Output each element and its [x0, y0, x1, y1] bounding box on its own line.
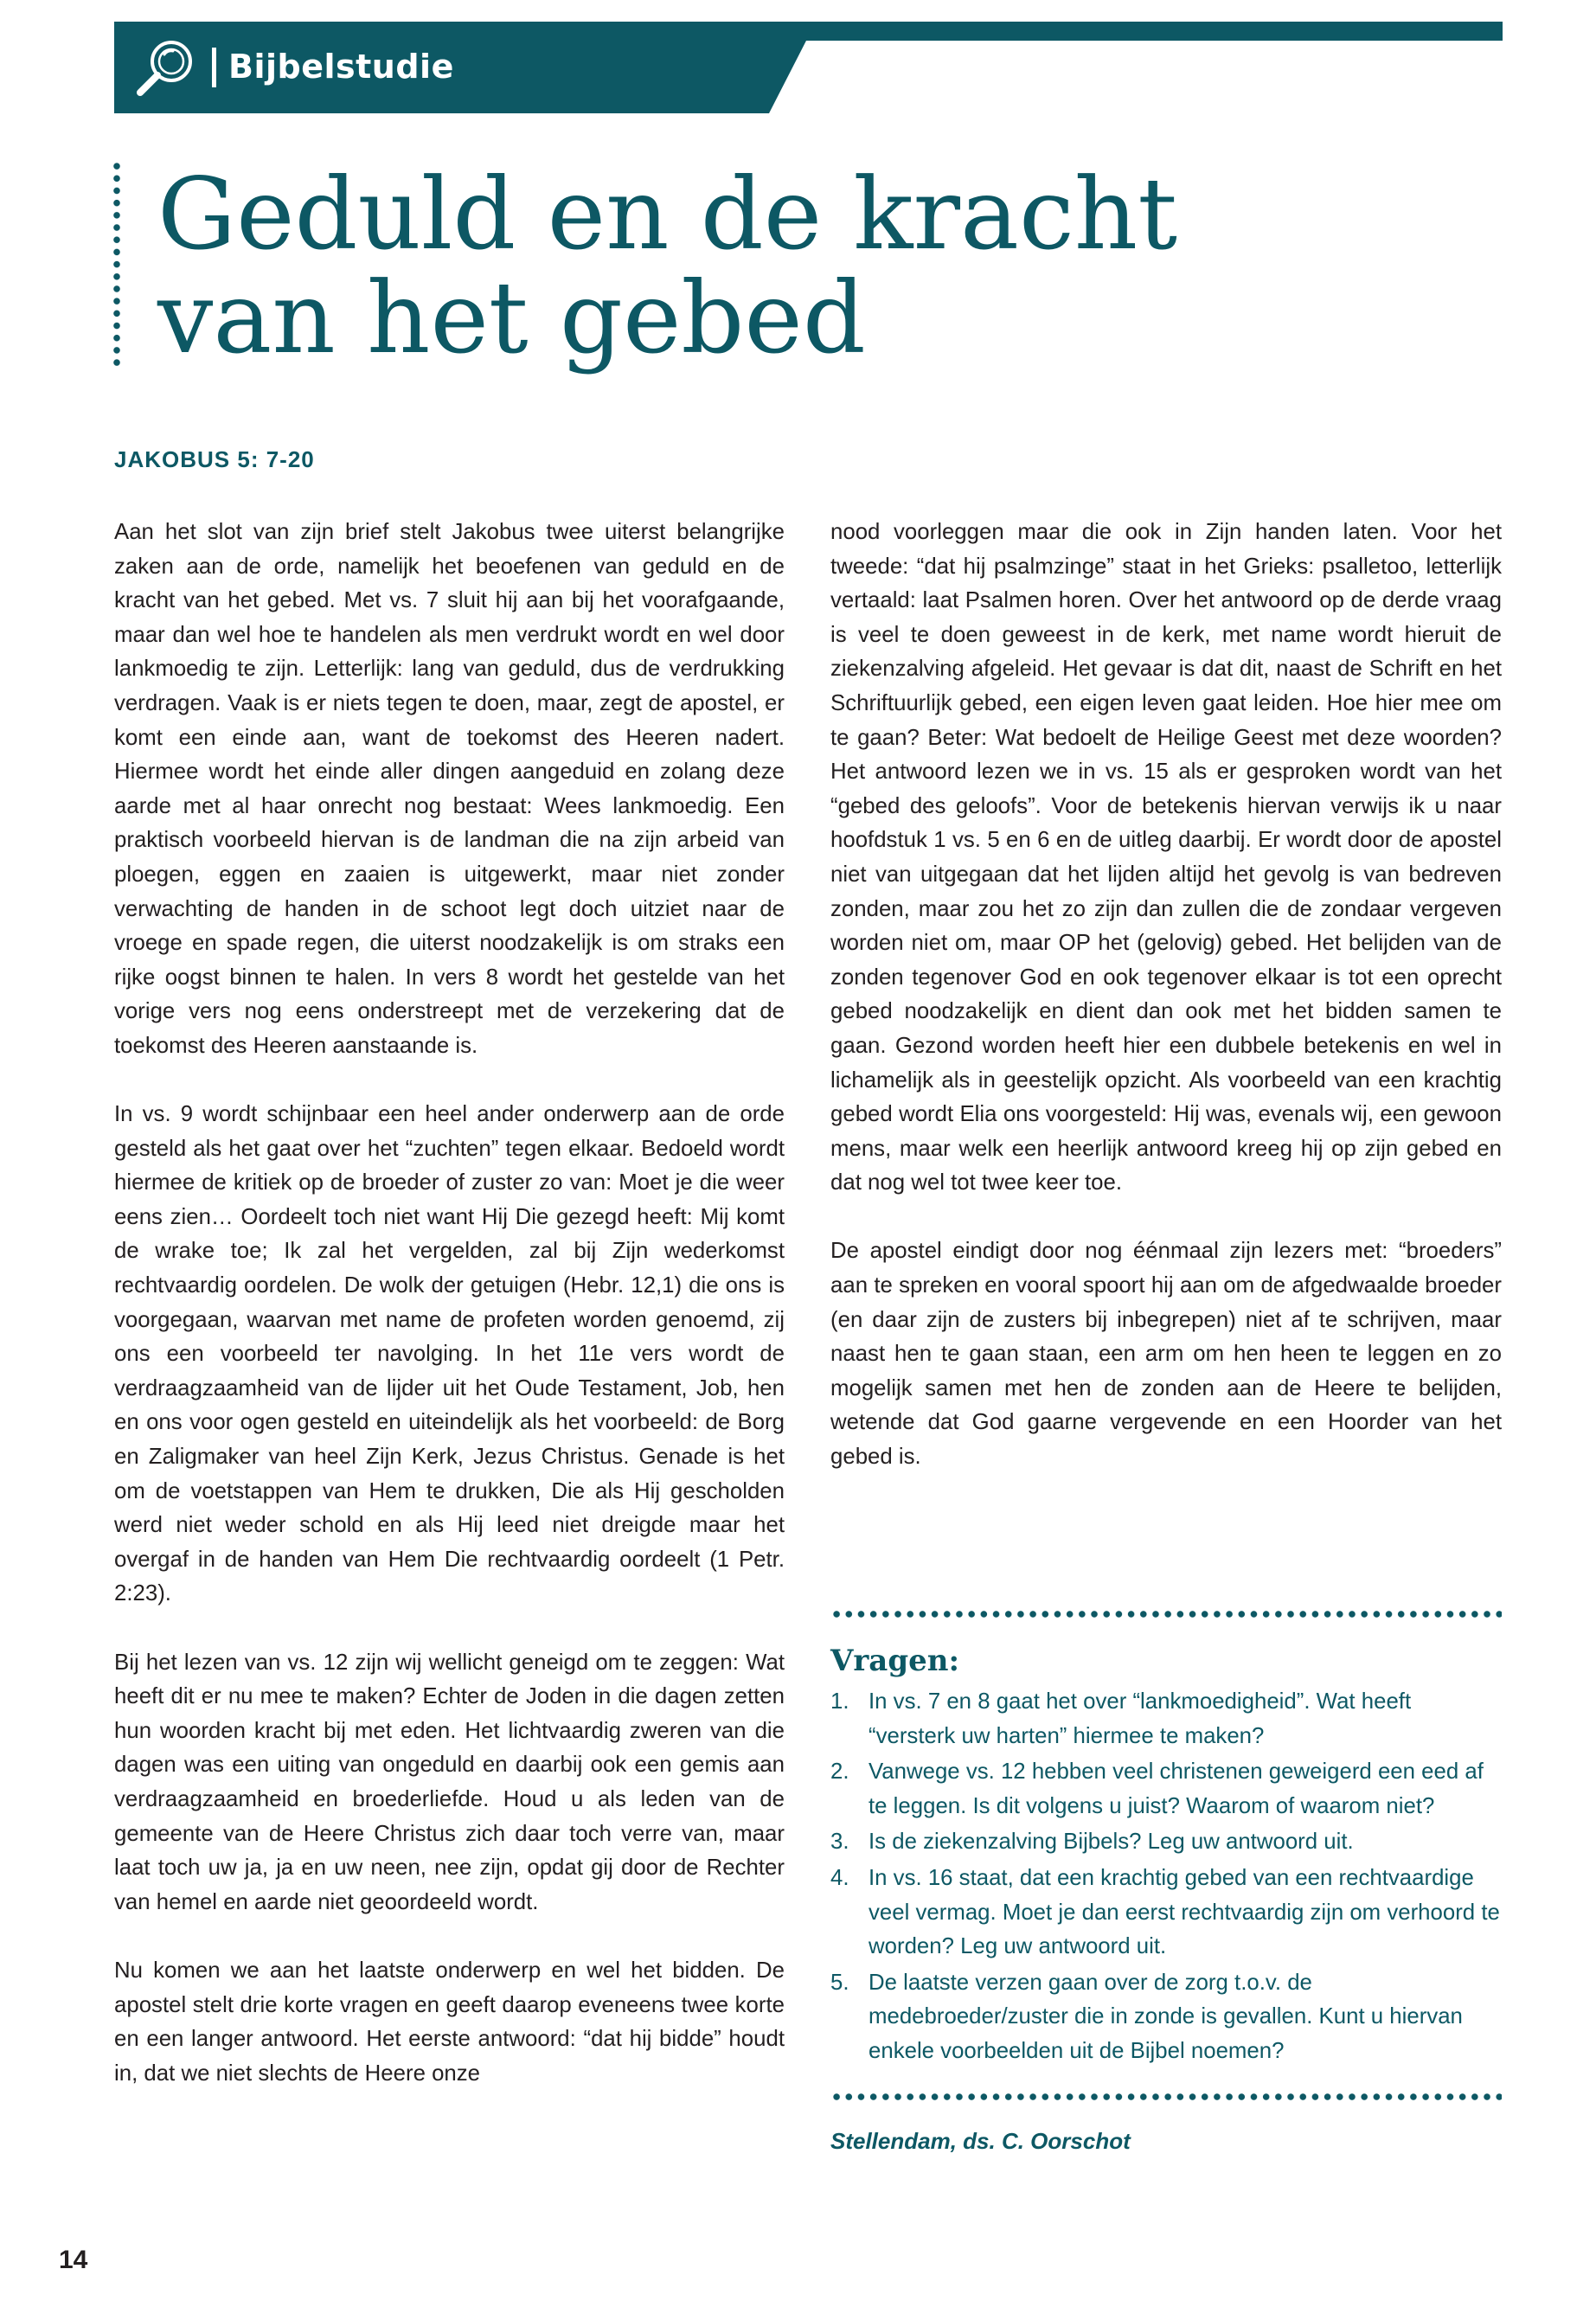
- questions-bottom-dotted-rule: [830, 2092, 1502, 2102]
- section-header-band: [114, 22, 1503, 113]
- question-item: [830, 1825, 1502, 1860]
- questions-top-dotted-rule: [830, 1609, 1502, 1619]
- question-item: [830, 1862, 1502, 1965]
- paragraph: Nu komen we aan het laatste onderwerp en wel het bidden. De apostel stelt drie korte vragen en geeft daarop eveneens twee korte en een langer antwoord. Het eerste antwoord: “dat hij bidde” houdt in, dat we niet slechts de Heere onze: [114, 1958, 785, 2086]
- question-item: [830, 1755, 1502, 1823]
- questions-box: [830, 1644, 1502, 2071]
- paragraph: De apostel eindigt door nog éénmaal zijn lezers met: “broeders” aan te spreken en vooral spoort hij aan om de afgedwaalde broeder (en daar zijn de zusters bij inbegrepen) niet af te schrijven, maar naast hen te gaan staan, een arm om hen heen te leggen en zo mogelijk samen met hen de zonden aan de Heere te belijden, wetende dat God gaarne vergevende en een Hoorder van het gebed is.: [830, 1239, 1502, 1470]
- question-item: [830, 1966, 1502, 2069]
- question-item: [830, 1685, 1502, 1753]
- article-column-right: [830, 516, 1502, 1509]
- question-text: Vanwege vs. 12 hebben veel christenen geweigerd een eed af te leggen. Is dit volgens u juist? Waarom of waarom niet?: [869, 1759, 1484, 1818]
- page-title-line-2: van het gebed: [157, 260, 866, 375]
- question-text: In vs. 16 staat, dat een krachtig gebed van een rechtvaardige veel vermag. Moet je dan eerst rechtvaardig zijn om verhoord te worden? Leg uw antwoord uit.: [869, 1865, 1500, 1959]
- questions-list: [830, 1685, 1502, 2069]
- paragraph: Aan het slot van zijn brief stelt Jakobus twee uiterst belangrijke zaken aan de orde, namelijk het beoefenen van geduld en de kracht van het gebed. Met vs. 7 sluit hij aan bij het voorafgaande, maar dan wel hoe te handelen als men verdrukt wordt en wel door lankmoedig te zijn. Letterlijk: lang van geduld, dus de verdrukking verdragen. Vaak is er niets tegen te doen, maar, zegt de apostel, er komt een einde aan, want de toekomst des Heeren nadert. Hiermee wordt het einde aller dingen aangeduid en zolang deze aarde met al haar onrecht nog bestaat: Wees lankmoedig. Een praktisch voorbeeld hiervan is de landman die na zijn arbeid van ploegen, eggen en zaaien is uitgewerkt, maar niet zonder verwachting de handen in de schoot legt doch uitziet naar de vroege en spade regen, die uiterst noodzakelijk is om straks een rijke oogst binnen te halen. In vers 8 wordt het gestelde van het vorige vers nog eens onderstreept met de verzekering dat de toekomst des Heeren aanstaande is.: [114, 520, 785, 1058]
- article-column-left: [114, 516, 785, 2125]
- section-title: Bijbelstudie: [228, 48, 454, 86]
- question-number: 1.: [830, 1689, 849, 1714]
- question-number: 3.: [830, 1830, 849, 1855]
- scripture-reference: JAKOBUS 5: 7-20: [114, 446, 315, 472]
- author-signature: Stellendam, ds. C. Oorschot: [830, 2128, 1131, 2154]
- paragraph: Bij het lezen van vs. 12 zijn wij wellicht geneigd om te zeggen: Wat heeft dit er nu mee te maken? Echter de Joden in die dagen zetten hun woorden kracht bij met eden. Het lichtvaardig zweren van die dagen was een uiting van ongeduld en daarbij ook een gemis aan verdraagzaamheid en broederliefde. Houd u als leden van de gemeente van de Heere Christus zich daar toch verre van, maar laat toch uw ja, ja en uw neen, nee zijn, opdat gij door de Rechter van hemel en aarde niet geoordeeld wordt.: [114, 1650, 785, 1914]
- question-text: De laatste verzen gaan over de zorg t.o.v. de medebroeder/zuster die in zonde is gevallen. Kunt u hiervan enkele voorbeelden uit de Bijbel noemen?: [869, 1970, 1463, 2063]
- question-number: 2.: [830, 1759, 849, 1785]
- page-number: 14: [59, 2246, 88, 2274]
- magnifying-glass-icon: [130, 34, 201, 105]
- question-text: Is de ziekenzalving Bijbels? Leg uw antwoord uit.: [869, 1830, 1354, 1855]
- page-title: [157, 157, 1368, 375]
- paragraph: nood voorleggen maar die ook in Zijn handen laten. Voor het tweede: “dat hij psalmzinge” staat in het Grieks: psalletoo, letterlijk vertaald: laat Psalmen horen. Over het antwoord op de derde vraag is veel te doen geweest in de kerk, met name wordt hieruit de ziekenzalving afgeleid. Het gevaar is dat dit, naast de Schrift en het Schriftuurlijk gebed, een eigen leven gaat leiden. Hoe hier mee om te gaan? Beter: Wat bedoelt de Heilige Geest met deze woorden? Het antwoord lezen we in vs. 15 als er gesproken wordt van het “gebed des geloofs”. Voor de betekenis hiervan verwijs ik u naar hoofdstuk 1 vs. 5 en 6 en de uitleg daarbij. Er wordt door de apostel niet van uitgegaan dat het lijden altijd het gevolg is van bedreven zonden, maar zou het zo zijn dan zullen die de zondaar vergeven worden niet om, maar OP het (gelovig) gebed. Het belijden van de zonden tegenover God en ook tegenover elkaar is tot een oprecht gebed noodzakelijk en dient dan ook met het bidden samen te gaan. Gezond worden heeft hier een dubbele betekenis en wel in lichamelijk als in geestelijk opzicht. Als voorbeeld van een krachtig gebed wordt Elia ons voorgesteld: Hij was, evenals wij, een gewoon mens, maar welk een heerlijk antwoord kreeg hij op zijn gebed en dat nog wel tot twee keer toe.: [830, 520, 1502, 1195]
- paragraph: In vs. 9 wordt schijnbaar een heel ander onderwerp aan de orde gesteld als het gaat over het “zuchten” tegen elkaar. Bedoeld wordt hiermee de kritiek op de broeder of zuster zo van: Moet je die weer eens zien… Oordeelt toch niet want Hij Die gezegd heeft: Mij komt de wrake toe; Ik zal het vergelden, zal bij Zijn wederkomst rechtvaardig oordelen. De wolk der getuigen (Hebr. 12,1) die ons is voorgegaan, waarvan met name de profeten worden genoemd, zij ons een voorbeeld ter navolging. In het 11e vers wordt de verdraagzaamheid van de lijder uit het Oude Testament, Job, hen en ons voor ogen gesteld en uiteindelijk als het voorbeeld: de Borg en Zaligmaker van heel Zijn Kerk, Jezus Christus. Genade is het om de voetstappen van Hem te drukken, Die als Hij gescholden werd niet weder schold en als Hij leed niet dreigde maar het overgaf in de handen van Hem Die rechtvaardig oordeelt (1 Petr. 2:23).: [114, 1102, 785, 1606]
- question-number: 5.: [830, 1970, 849, 1995]
- questions-heading: Vragen:: [830, 1644, 959, 1678]
- header-separator: [212, 48, 216, 87]
- question-text: In vs. 7 en 8 gaat het over “lankmoedigheid”. Wat heeft “versterk uw harten” hiermee te maken?: [869, 1689, 1412, 1748]
- question-number: 4.: [830, 1865, 849, 1890]
- title-dotted-rule: [112, 160, 121, 368]
- page-title-line-1: Geduld en de kracht: [157, 157, 1178, 272]
